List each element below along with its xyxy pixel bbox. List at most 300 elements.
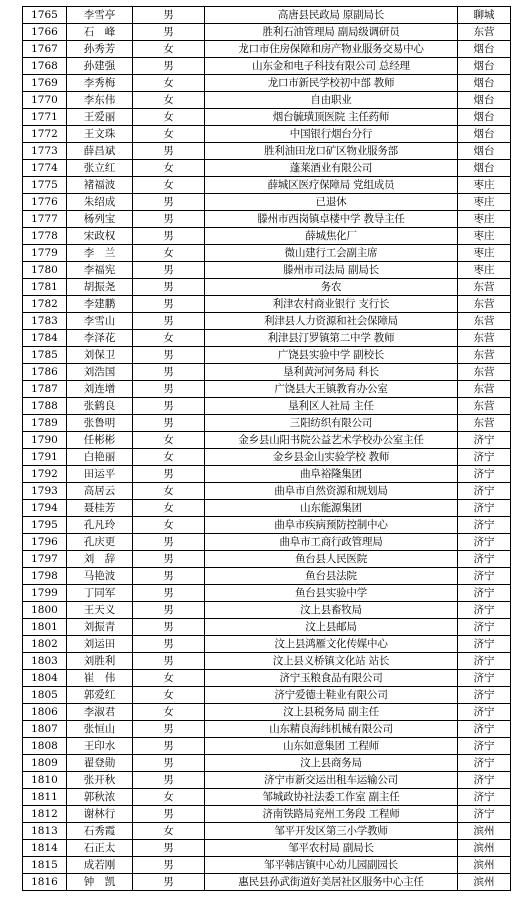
row-number-cell: 1793 (23, 483, 67, 500)
row-number-cell: 1790 (23, 432, 67, 449)
row-number-cell: 1784 (23, 330, 67, 347)
city-cell: 济宁 (458, 772, 511, 789)
work-unit-cell: 汶上县商务局 (205, 755, 458, 772)
work-unit-cell: 汶上县税务局 副主任 (205, 704, 458, 721)
city-cell: 枣庄 (458, 177, 511, 194)
gender-cell: 男 (133, 874, 205, 891)
gender-cell: 男 (133, 415, 205, 432)
table-row (23, 228, 511, 245)
gender-cell: 女 (133, 789, 205, 806)
gender-cell: 女 (133, 109, 205, 126)
person-name-cell: 褚福波 (67, 177, 133, 194)
city-cell: 东营 (458, 381, 511, 398)
gender-cell: 男 (133, 568, 205, 585)
city-cell: 烟台 (458, 160, 511, 177)
gender-cell: 女 (133, 687, 205, 704)
person-name-cell: 王爱丽 (67, 109, 133, 126)
table-row (23, 143, 511, 160)
work-unit-cell: 金乡县金山实验学校 教师 (205, 449, 458, 466)
table-row (23, 109, 511, 126)
table-row (23, 653, 511, 670)
person-name-cell: 李福宪 (67, 262, 133, 279)
city-cell: 济宁 (458, 636, 511, 653)
table-row (23, 687, 511, 704)
city-cell: 烟台 (458, 75, 511, 92)
row-number-cell: 1773 (23, 143, 67, 160)
table-row (23, 755, 511, 772)
city-cell: 烟台 (458, 92, 511, 109)
person-name-cell: 张开秋 (67, 772, 133, 789)
person-name-cell: 刘振青 (67, 619, 133, 636)
table-row (23, 160, 511, 177)
city-cell: 烟台 (458, 58, 511, 75)
work-unit-cell: 龙口市新民学校初中部 教师 (205, 75, 458, 92)
table-row (23, 500, 511, 517)
work-unit-cell: 利津县汀罗镇第二中学 教师 (205, 330, 458, 347)
work-unit-cell: 利津农村商业银行 支行长 (205, 296, 458, 313)
city-cell: 济宁 (458, 483, 511, 500)
city-cell: 济宁 (458, 789, 511, 806)
person-name-cell: 刘连增 (67, 381, 133, 398)
table-row (23, 7, 511, 24)
row-number-cell: 1796 (23, 534, 67, 551)
person-name-cell: 薛昌斌 (67, 143, 133, 160)
work-unit-cell: 曲阜市工商行政管理局 (205, 534, 458, 551)
row-number-cell: 1797 (23, 551, 67, 568)
row-number-cell: 1794 (23, 500, 67, 517)
work-unit-cell: 薛城区医疗保障局 党组成员 (205, 177, 458, 194)
gender-cell: 男 (133, 721, 205, 738)
table-row (23, 415, 511, 432)
row-number-cell: 1811 (23, 789, 67, 806)
gender-cell: 男 (133, 364, 205, 381)
person-name-cell: 刘 辞 (67, 551, 133, 568)
person-name-cell: 孙建强 (67, 58, 133, 75)
table-row (23, 211, 511, 228)
row-number-cell: 1780 (23, 262, 67, 279)
city-cell: 滨州 (458, 823, 511, 840)
gender-cell: 女 (133, 483, 205, 500)
work-unit-cell: 龙口市住房保障和房产物业服务交易中心 (205, 41, 458, 58)
roster-page (22, 6, 510, 891)
table-row (23, 24, 511, 41)
city-cell: 济宁 (458, 602, 511, 619)
table-row (23, 857, 511, 874)
gender-cell: 男 (133, 313, 205, 330)
table-row (23, 279, 511, 296)
person-name-cell: 孔凡玲 (67, 517, 133, 534)
table-row (23, 874, 511, 891)
person-name-cell: 李泽花 (67, 330, 133, 347)
table-row (23, 92, 511, 109)
work-unit-cell: 济宁爱德士鞋业有限公司 (205, 687, 458, 704)
gender-cell: 男 (133, 755, 205, 772)
gender-cell: 男 (133, 602, 205, 619)
table-row (23, 806, 511, 823)
gender-cell: 女 (133, 126, 205, 143)
row-number-cell: 1808 (23, 738, 67, 755)
work-unit-cell: 广饶县大王镇教育办公室 (205, 381, 458, 398)
gender-cell: 男 (133, 58, 205, 75)
person-name-cell: 李建鹏 (67, 296, 133, 313)
work-unit-cell: 鱼台县人民医院 (205, 551, 458, 568)
table-row (23, 772, 511, 789)
city-cell: 济宁 (458, 500, 511, 517)
row-number-cell: 1777 (23, 211, 67, 228)
table-row (23, 126, 511, 143)
gender-cell: 男 (133, 228, 205, 245)
city-cell: 烟台 (458, 126, 511, 143)
row-number-cell: 1805 (23, 687, 67, 704)
roster-body (23, 7, 511, 891)
work-unit-cell: 汶上县邮局 (205, 619, 458, 636)
city-cell: 东营 (458, 296, 511, 313)
row-number-cell: 1783 (23, 313, 67, 330)
person-name-cell: 刘胜利 (67, 653, 133, 670)
city-cell: 聊城 (458, 7, 511, 24)
row-number-cell: 1769 (23, 75, 67, 92)
gender-cell: 男 (133, 772, 205, 789)
person-name-cell: 石 峰 (67, 24, 133, 41)
city-cell: 济宁 (458, 755, 511, 772)
person-name-cell: 胡振尧 (67, 279, 133, 296)
gender-cell: 男 (133, 551, 205, 568)
city-cell: 济宁 (458, 568, 511, 585)
city-cell: 滨州 (458, 857, 511, 874)
person-name-cell: 张鲁明 (67, 415, 133, 432)
person-name-cell: 刘浩国 (67, 364, 133, 381)
person-name-cell: 杨列宝 (67, 211, 133, 228)
gender-cell: 女 (133, 704, 205, 721)
work-unit-cell: 曲阜市疾病预防控制中心 (205, 517, 458, 534)
city-cell: 东营 (458, 330, 511, 347)
work-unit-cell: 胜利油田龙口矿区物业服务部 (205, 143, 458, 160)
table-row (23, 296, 511, 313)
city-cell: 济宁 (458, 670, 511, 687)
city-cell: 东营 (458, 364, 511, 381)
row-number-cell: 1779 (23, 245, 67, 262)
person-name-cell: 石秀霞 (67, 823, 133, 840)
city-cell: 济宁 (458, 449, 511, 466)
table-row (23, 449, 511, 466)
work-unit-cell: 蓬莱酒业有限公司 (205, 160, 458, 177)
gender-cell: 男 (133, 211, 205, 228)
person-name-cell: 石正太 (67, 840, 133, 857)
row-number-cell: 1804 (23, 670, 67, 687)
gender-cell: 男 (133, 296, 205, 313)
work-unit-cell: 济南铁路局兖州工务段 工程师 (205, 806, 458, 823)
table-row (23, 568, 511, 585)
table-row (23, 738, 511, 755)
city-cell: 东营 (458, 398, 511, 415)
row-number-cell: 1785 (23, 347, 67, 364)
row-number-cell: 1816 (23, 874, 67, 891)
gender-cell: 女 (133, 41, 205, 58)
row-number-cell: 1786 (23, 364, 67, 381)
table-row (23, 194, 511, 211)
work-unit-cell: 汶上县畜牧局 (205, 602, 458, 619)
person-name-cell: 张鹤良 (67, 398, 133, 415)
gender-cell: 男 (133, 466, 205, 483)
table-row (23, 330, 511, 347)
city-cell: 济宁 (458, 585, 511, 602)
table-row (23, 517, 511, 534)
person-name-cell: 李雪山 (67, 313, 133, 330)
table-row (23, 670, 511, 687)
person-name-cell: 王印水 (67, 738, 133, 755)
gender-cell: 女 (133, 160, 205, 177)
city-cell: 济宁 (458, 432, 511, 449)
work-unit-cell: 邹平农村局 副局长 (205, 840, 458, 857)
row-number-cell: 1795 (23, 517, 67, 534)
table-row (23, 245, 511, 262)
person-name-cell: 丁同军 (67, 585, 133, 602)
city-cell: 滨州 (458, 840, 511, 857)
person-name-cell: 崔 伟 (67, 670, 133, 687)
row-number-cell: 1767 (23, 41, 67, 58)
work-unit-cell: 务农 (205, 279, 458, 296)
row-number-cell: 1791 (23, 449, 67, 466)
work-unit-cell: 高唐县民政局 原副局长 (205, 7, 458, 24)
city-cell: 济宁 (458, 551, 511, 568)
person-name-cell: 孔庆更 (67, 534, 133, 551)
gender-cell: 男 (133, 857, 205, 874)
row-number-cell: 1765 (23, 7, 67, 24)
city-cell: 东营 (458, 347, 511, 364)
table-row (23, 262, 511, 279)
city-cell: 东营 (458, 24, 511, 41)
work-unit-cell: 垦利区人社局 主任 (205, 398, 458, 415)
person-name-cell: 田运平 (67, 466, 133, 483)
person-name-cell: 李东伟 (67, 92, 133, 109)
work-unit-cell: 广饶县实验中学 副校长 (205, 347, 458, 364)
gender-cell: 男 (133, 840, 205, 857)
row-number-cell: 1774 (23, 160, 67, 177)
table-row (23, 789, 511, 806)
table-row (23, 636, 511, 653)
work-unit-cell: 山东精良海纬机械有限公司 (205, 721, 458, 738)
work-unit-cell: 已退休 (205, 194, 458, 211)
gender-cell: 男 (133, 381, 205, 398)
person-name-cell: 钟 凯 (67, 874, 133, 891)
row-number-cell: 1781 (23, 279, 67, 296)
work-unit-cell: 山东金和电子科技有限公司 总经理 (205, 58, 458, 75)
row-number-cell: 1766 (23, 24, 67, 41)
row-number-cell: 1803 (23, 653, 67, 670)
table-row (23, 534, 511, 551)
gender-cell: 女 (133, 500, 205, 517)
city-cell: 济宁 (458, 806, 511, 823)
gender-cell: 男 (133, 262, 205, 279)
work-unit-cell: 山东如意集团 工程师 (205, 738, 458, 755)
gender-cell: 女 (133, 245, 205, 262)
work-unit-cell: 惠民县孙武街道好美居社区服务中心主任 (205, 874, 458, 891)
city-cell: 济宁 (458, 738, 511, 755)
table-row (23, 177, 511, 194)
table-row (23, 585, 511, 602)
row-number-cell: 1775 (23, 177, 67, 194)
gender-cell: 男 (133, 585, 205, 602)
row-number-cell: 1770 (23, 92, 67, 109)
city-cell: 烟台 (458, 109, 511, 126)
person-name-cell: 郭爱红 (67, 687, 133, 704)
table-row (23, 704, 511, 721)
table-row (23, 602, 511, 619)
gender-cell: 男 (133, 24, 205, 41)
city-cell: 烟台 (458, 143, 511, 160)
row-number-cell: 1812 (23, 806, 67, 823)
gender-cell: 女 (133, 670, 205, 687)
row-number-cell: 1810 (23, 772, 67, 789)
person-name-cell: 马艳波 (67, 568, 133, 585)
city-cell: 枣庄 (458, 228, 511, 245)
work-unit-cell: 邹平开发区第三小学教师 (205, 823, 458, 840)
person-name-cell: 张立红 (67, 160, 133, 177)
city-cell: 烟台 (458, 41, 511, 58)
row-number-cell: 1813 (23, 823, 67, 840)
table-row (23, 347, 511, 364)
row-number-cell: 1771 (23, 109, 67, 126)
work-unit-cell: 山东能源集团 (205, 500, 458, 517)
gender-cell: 女 (133, 432, 205, 449)
city-cell: 枣庄 (458, 245, 511, 262)
city-cell: 枣庄 (458, 194, 511, 211)
row-number-cell: 1782 (23, 296, 67, 313)
work-unit-cell: 济宁市新交运出租车运输公司 (205, 772, 458, 789)
table-row (23, 432, 511, 449)
city-cell: 济宁 (458, 687, 511, 704)
person-name-cell: 刘保卫 (67, 347, 133, 364)
table-row (23, 41, 511, 58)
row-number-cell: 1768 (23, 58, 67, 75)
table-row (23, 721, 511, 738)
row-number-cell: 1800 (23, 602, 67, 619)
city-cell: 济宁 (458, 517, 511, 534)
person-name-cell: 谢林行 (67, 806, 133, 823)
table-row (23, 398, 511, 415)
work-unit-cell: 汶上县鸿雁文化传媒中心 (205, 636, 458, 653)
row-number-cell: 1792 (23, 466, 67, 483)
gender-cell: 男 (133, 636, 205, 653)
person-name-cell: 朱绍成 (67, 194, 133, 211)
work-unit-cell: 薛城焦化厂 (205, 228, 458, 245)
row-number-cell: 1787 (23, 381, 67, 398)
work-unit-cell: 自由职业 (205, 92, 458, 109)
table-row (23, 75, 511, 92)
gender-cell: 男 (133, 653, 205, 670)
person-name-cell: 李雪亭 (67, 7, 133, 24)
table-row (23, 381, 511, 398)
city-cell: 济宁 (458, 534, 511, 551)
city-cell: 济宁 (458, 653, 511, 670)
work-unit-cell: 邹平韩店镇中心幼儿园副园长 (205, 857, 458, 874)
gender-cell: 女 (133, 92, 205, 109)
work-unit-cell: 中国银行烟台分行 (205, 126, 458, 143)
table-row (23, 483, 511, 500)
city-cell: 济宁 (458, 619, 511, 636)
gender-cell: 女 (133, 177, 205, 194)
gender-cell: 男 (133, 347, 205, 364)
person-name-cell: 成若刚 (67, 857, 133, 874)
gender-cell: 男 (133, 534, 205, 551)
gender-cell: 男 (133, 398, 205, 415)
person-name-cell: 王天义 (67, 602, 133, 619)
work-unit-cell: 滕州市司法局 副局长 (205, 262, 458, 279)
city-cell: 济宁 (458, 704, 511, 721)
city-cell: 济宁 (458, 466, 511, 483)
table-row (23, 58, 511, 75)
person-name-cell: 李秀梅 (67, 75, 133, 92)
work-unit-cell: 汶上县义桥镇文化站 站长 (205, 653, 458, 670)
row-number-cell: 1772 (23, 126, 67, 143)
table-row (23, 823, 511, 840)
city-cell: 东营 (458, 313, 511, 330)
person-name-cell: 孙秀芳 (67, 41, 133, 58)
person-name-cell: 宋政权 (67, 228, 133, 245)
person-name-cell: 聂桂芳 (67, 500, 133, 517)
gender-cell: 男 (133, 7, 205, 24)
person-name-cell: 张恒山 (67, 721, 133, 738)
person-name-cell: 白艳丽 (67, 449, 133, 466)
table-row (23, 840, 511, 857)
work-unit-cell: 垦利黄河河务局 科长 (205, 364, 458, 381)
work-unit-cell: 鱼台县法院 (205, 568, 458, 585)
person-name-cell: 李 兰 (67, 245, 133, 262)
gender-cell: 女 (133, 75, 205, 92)
row-number-cell: 1789 (23, 415, 67, 432)
person-name-cell: 翟登勋 (67, 755, 133, 772)
city-cell: 东营 (458, 415, 511, 432)
work-unit-cell: 三阳纺织有限公司 (205, 415, 458, 432)
work-unit-cell: 金乡县山阳书院公益艺术学校办公室主任 (205, 432, 458, 449)
row-number-cell: 1807 (23, 721, 67, 738)
gender-cell: 男 (133, 279, 205, 296)
person-name-cell: 高居云 (67, 483, 133, 500)
row-number-cell: 1776 (23, 194, 67, 211)
work-unit-cell: 烟台毓璜顶医院 主任药师 (205, 109, 458, 126)
person-name-cell: 刘运田 (67, 636, 133, 653)
city-cell: 济宁 (458, 721, 511, 738)
work-unit-cell: 利津县人力资源和社会保障局 (205, 313, 458, 330)
table-row (23, 313, 511, 330)
row-number-cell: 1778 (23, 228, 67, 245)
city-cell: 枣庄 (458, 211, 511, 228)
gender-cell: 男 (133, 194, 205, 211)
row-number-cell: 1809 (23, 755, 67, 772)
row-number-cell: 1806 (23, 704, 67, 721)
table-row (23, 466, 511, 483)
gender-cell: 男 (133, 806, 205, 823)
person-name-cell: 郭秋浓 (67, 789, 133, 806)
work-unit-cell: 曲阜市自然资源和规划局 (205, 483, 458, 500)
row-number-cell: 1801 (23, 619, 67, 636)
roster-table (22, 6, 511, 891)
person-name-cell: 李淑君 (67, 704, 133, 721)
gender-cell: 女 (133, 517, 205, 534)
gender-cell: 女 (133, 449, 205, 466)
work-unit-cell: 胜利石油管理局 副局级调研员 (205, 24, 458, 41)
work-unit-cell: 邹城政协社法委工作室 副主任 (205, 789, 458, 806)
gender-cell: 女 (133, 823, 205, 840)
table-row (23, 364, 511, 381)
gender-cell: 女 (133, 330, 205, 347)
row-number-cell: 1815 (23, 857, 67, 874)
person-name-cell: 王文珠 (67, 126, 133, 143)
row-number-cell: 1788 (23, 398, 67, 415)
city-cell: 东营 (458, 279, 511, 296)
work-unit-cell: 滕州市西岗镇卓楼中学 教导主任 (205, 211, 458, 228)
work-unit-cell: 曲阜裕隆集团 (205, 466, 458, 483)
